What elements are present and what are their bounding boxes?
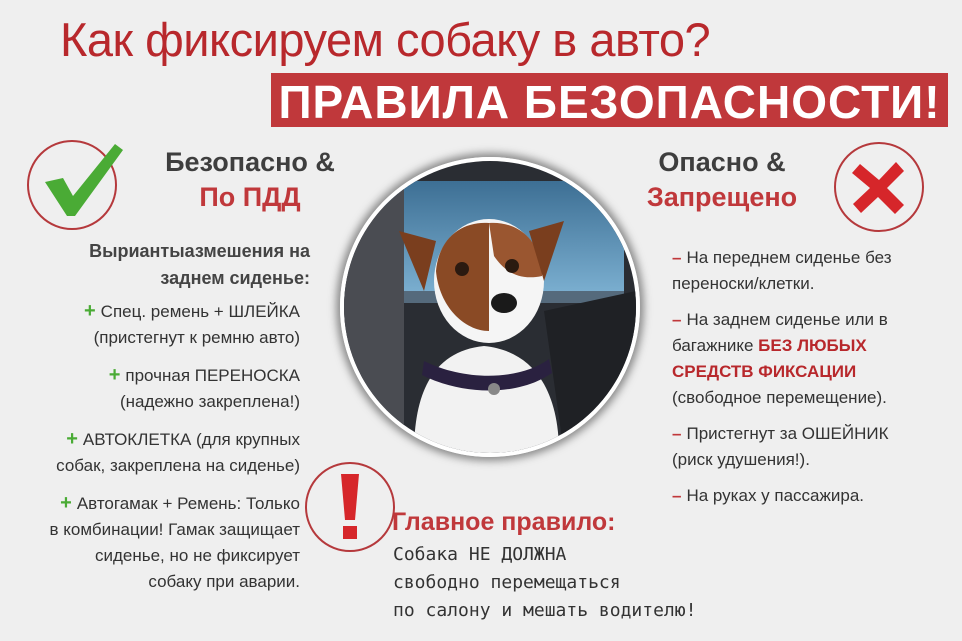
safe-intro-line1: Выриантыазмешения на [89, 241, 310, 261]
item-text: На заднем сиденье или в [686, 310, 888, 329]
list-item [10, 362, 300, 415]
item-text: (надежно закреплена!) [119, 392, 300, 411]
safety-rules-banner [271, 73, 948, 127]
item-text: На руках у пассажира. [686, 486, 865, 505]
main-rule-line3: по салону и мешать водителю! [393, 600, 697, 621]
main-rule-text [393, 541, 793, 625]
danger-heading [622, 147, 822, 213]
item-emphasis: СРЕДСТВ ФИКСАЦИИ [672, 362, 857, 381]
exclamation-icon [305, 462, 395, 552]
page-title: Как фиксируем собаку в авто? [60, 13, 711, 66]
item-emphasis: БЕЗ ЛЮБЫХ [758, 336, 867, 355]
list-item [672, 307, 942, 411]
item-text: прочная ПЕРЕНОСКА [125, 366, 300, 385]
danger-heading-line2: Запрещено [646, 182, 798, 212]
list-item [672, 245, 942, 297]
danger-list [672, 245, 942, 519]
list-item [672, 421, 942, 473]
item-text: собаку при аварии. [148, 572, 300, 591]
item-text: переноски/клетки. [672, 274, 815, 293]
dog-photo [340, 157, 640, 457]
minus-icon: – [672, 424, 682, 443]
list-item [672, 483, 942, 509]
plus-icon: + [108, 364, 121, 386]
item-text: (риск удушения!). [672, 450, 810, 469]
item-text: (свободное перемещение). [672, 388, 887, 407]
item-text: Пристегнут за ОШЕЙНИК [686, 424, 889, 443]
plus-icon: + [60, 492, 72, 514]
item-text: (пристегнут к ремню авто) [93, 328, 300, 347]
plus-icon: + [66, 428, 78, 450]
list-item [10, 490, 300, 595]
item-text: На переднем сиденье без [686, 248, 892, 267]
item-text: сиденье, но не фиксирует [94, 546, 300, 565]
item-text: в комбинации! Гамак защищает [49, 520, 300, 539]
safe-heading [150, 147, 350, 213]
plus-icon: + [83, 300, 96, 322]
main-rule-line2: свободно перемещаться [393, 572, 621, 593]
cross-icon [834, 142, 924, 232]
item-text: багажнике [672, 336, 759, 355]
list-item [10, 298, 300, 351]
minus-icon: – [672, 248, 682, 267]
item-text: Автогамак + Ремень: Только [76, 494, 300, 513]
check-icon [27, 140, 117, 230]
safe-list [10, 298, 300, 606]
safe-intro-line2: заднем сиденье: [160, 268, 310, 288]
safe-heading-line1: Безопасно & [165, 147, 335, 177]
main-rule-title: Главное правило: [392, 508, 616, 536]
item-text: АВТОКЛЕТКА (для крупных [82, 430, 300, 449]
minus-icon: – [672, 486, 682, 505]
item-text: собак, закреплена на сиденье) [56, 456, 300, 475]
minus-icon: – [672, 310, 682, 329]
safe-heading-line2: По ПДД [199, 182, 301, 212]
item-text: Спец. ремень + ШЛЕЙКА [100, 302, 300, 321]
main-rule-line1: Собака НЕ ДОЛЖНА [393, 544, 567, 565]
list-item [10, 426, 300, 479]
safe-intro [20, 238, 310, 292]
danger-heading-line1: Опасно & [658, 147, 786, 177]
banner-text: ПРАВИЛА БЕЗОПАСНОСТИ! [278, 76, 941, 128]
